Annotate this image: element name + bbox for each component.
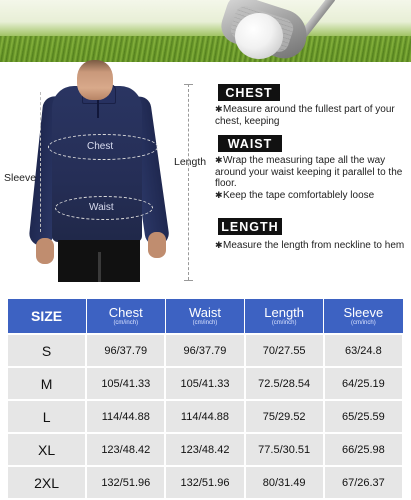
header-sleeve-unit: (cm/inch) bbox=[351, 319, 376, 326]
waist-note-1 bbox=[215, 155, 409, 190]
size-cell: M bbox=[7, 367, 86, 400]
chest-note bbox=[215, 104, 409, 127]
waist-cell: 96/37.79 bbox=[165, 334, 244, 367]
chest-label: Chest bbox=[87, 141, 114, 152]
waist-label: Waist bbox=[89, 202, 114, 213]
chest-tag: CHEST bbox=[218, 84, 280, 101]
length-label: Length bbox=[174, 156, 207, 168]
header-sleeve-label: Sleeve bbox=[343, 304, 384, 320]
pants-seam bbox=[98, 252, 101, 282]
model-head bbox=[77, 60, 113, 100]
chest-cell: 105/41.33 bbox=[86, 367, 165, 400]
golf-banner-image bbox=[0, 0, 411, 62]
star-bullet-icon: ✱ bbox=[215, 104, 223, 114]
waist-cell: 123/48.42 bbox=[165, 433, 244, 466]
size-chart-table bbox=[6, 298, 404, 500]
length-cell: 72.5/28.54 bbox=[245, 367, 324, 400]
waist-cell: 132/51.96 bbox=[165, 466, 244, 499]
star-bullet-icon: ✱ bbox=[215, 240, 223, 250]
waist-note-text-2: Keep the tape comfortablely loose bbox=[223, 190, 375, 201]
sleeve-cell: 63/24.8 bbox=[324, 334, 403, 367]
chest-note-text: Measure around the fullest part of your chest, keeping bbox=[215, 104, 395, 127]
size-cell: L bbox=[7, 400, 86, 433]
size-cell: XL bbox=[7, 433, 86, 466]
star-bullet-icon: ✱ bbox=[215, 155, 223, 165]
header-waist bbox=[165, 299, 244, 335]
header-waist-unit: (cm/inch) bbox=[192, 319, 218, 326]
header-length bbox=[245, 299, 324, 335]
right-hand bbox=[148, 232, 166, 258]
waist-note-text-1: Wrap the measuring tape all the way around your waist keeping it parallel to the floor. bbox=[215, 155, 403, 189]
waist-tag: WAIST bbox=[218, 135, 282, 152]
golf-ball bbox=[235, 13, 283, 59]
sleeve-cell: 67/26.37 bbox=[324, 466, 403, 499]
table-header-row bbox=[7, 299, 403, 335]
table-row bbox=[7, 433, 403, 466]
chest-cell: 96/37.79 bbox=[86, 334, 165, 367]
waist-note-2 bbox=[215, 190, 409, 202]
table-row bbox=[7, 367, 403, 400]
length-tag: LENGTH bbox=[218, 218, 282, 235]
length-note bbox=[215, 240, 409, 252]
header-chest-label: Chest bbox=[108, 304, 143, 320]
length-cell: 75/29.52 bbox=[245, 400, 324, 433]
header-length-label: Length bbox=[264, 304, 305, 320]
header-length-unit: (cm/inch) bbox=[271, 319, 297, 326]
waist-cell: 114/44.88 bbox=[165, 400, 244, 433]
sleeve-label: Sleeve bbox=[4, 172, 37, 184]
table-row bbox=[7, 400, 403, 433]
header-sleeve bbox=[324, 299, 403, 335]
header-waist-label: Waist bbox=[188, 304, 221, 320]
length-bottom-tick bbox=[184, 280, 193, 281]
sleeve-cell: 64/25.19 bbox=[324, 367, 403, 400]
table-row bbox=[7, 466, 403, 499]
waist-cell: 105/41.33 bbox=[165, 367, 244, 400]
header-chest bbox=[86, 299, 165, 335]
sleeve-cell: 65/25.59 bbox=[324, 400, 403, 433]
size-cell: 2XL bbox=[7, 466, 86, 499]
table-row bbox=[7, 334, 403, 367]
sleeve-measure-line bbox=[40, 92, 41, 232]
model-figure bbox=[30, 60, 180, 282]
length-cell: 70/27.55 bbox=[245, 334, 324, 367]
chest-cell: 114/44.88 bbox=[86, 400, 165, 433]
chest-cell: 132/51.96 bbox=[86, 466, 165, 499]
length-cell: 77.5/30.51 bbox=[245, 433, 324, 466]
left-hand bbox=[36, 238, 54, 264]
star-bullet-icon: ✱ bbox=[215, 190, 223, 200]
chest-cell: 123/48.42 bbox=[86, 433, 165, 466]
header-size: SIZE bbox=[7, 299, 86, 335]
size-cell: S bbox=[7, 334, 86, 367]
length-note-text: Measure the length from neckline to hem bbox=[223, 240, 405, 251]
sleeve-cell: 66/25.98 bbox=[324, 433, 403, 466]
grass bbox=[0, 36, 411, 62]
length-top-tick bbox=[184, 84, 193, 85]
header-chest-unit: (cm/inch) bbox=[113, 319, 139, 326]
length-cell: 80/31.49 bbox=[245, 466, 324, 499]
length-measure-line bbox=[188, 84, 189, 280]
